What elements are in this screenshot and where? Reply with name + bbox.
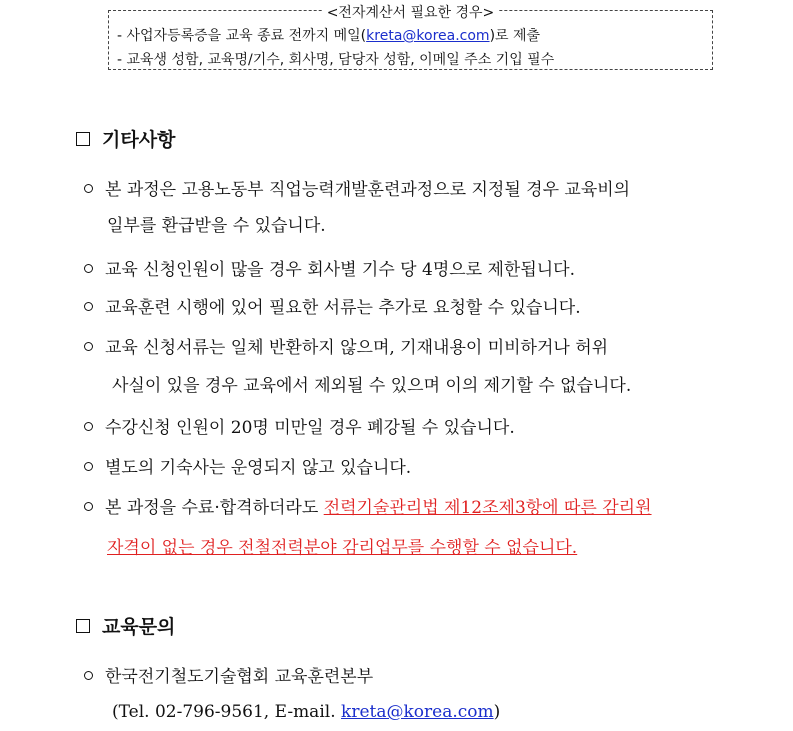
circle-bullet-icon <box>84 184 93 193</box>
circle-bullet-icon <box>84 502 93 511</box>
warning-text-cont: 자격이 없는 경우 전철전력분야 감리업무를 수행할 수 없습니다. <box>107 538 578 558</box>
warning-text: 전력기술관리법 제12조제3항에 따른 감리원 <box>323 498 652 518</box>
section-heading-other: 기타사항 <box>76 125 175 152</box>
circle-bullet-icon <box>84 264 93 273</box>
checkbox-square-icon <box>76 619 90 633</box>
list-item-no-return-cont: 사실이 있을 경우 교육에서 제외될 수 있으며 이의 제기할 수 없습니다. <box>112 376 632 396</box>
invoice-notice-box <box>108 5 713 70</box>
list-item-limit: 교육 신청인원이 많을 경우 회사별 기수 당 4명으로 제한됩니다. <box>84 255 575 280</box>
invoice-notice-title: <전자계산서 필요한 경우> <box>109 2 712 22</box>
contact-organization: 한국전기철도기술협회 교육훈련본부 <box>84 662 373 687</box>
list-item-dormitory: 별도의 기숙사는 운영되지 않고 있습니다. <box>84 453 411 478</box>
circle-bullet-icon <box>84 671 93 680</box>
invoice-notice-line-2: - 교육생 성함, 교육명/기수, 회사명, 담당자 성함, 이메일 주소 기입 필수 <box>117 52 555 68</box>
checkbox-square-icon <box>76 132 90 146</box>
contact-details: (Tel. 02-796-9561, E-mail. kreta@korea.com) <box>112 702 501 722</box>
circle-bullet-icon <box>84 422 93 431</box>
list-item-no-return: 교육 신청서류는 일체 반환하지 않으며, 기재내용이 미비하거나 허위 <box>84 333 608 358</box>
circle-bullet-icon <box>84 342 93 351</box>
list-item-refund-cont: 일부를 환급받을 수 있습니다. <box>107 216 326 236</box>
section-heading-contact: 교육문의 <box>76 612 175 639</box>
circle-bullet-icon <box>84 302 93 311</box>
list-item-qualification: 본 과정을 수료·합격하더라도 전력기술관리법 제12조제3항에 따른 감리원 <box>84 493 652 518</box>
list-item-refund: 본 과정은 고용노동부 직업능력개발훈련과정으로 지정될 경우 교육비의 <box>84 175 630 200</box>
list-item-cancel: 수강신청 인원이 20명 미만일 경우 폐강될 수 있습니다. <box>84 413 515 438</box>
contact-email-link[interactable]: kreta@korea.com <box>341 702 494 722</box>
list-item-documents: 교육훈련 시행에 있어 필요한 서류는 추가로 요청할 수 있습니다. <box>84 293 581 318</box>
invoice-notice-line-1: - 사업자등록증을 교육 종료 전까지 메일(kreta@korea.com)로 제출 <box>117 28 541 44</box>
list-item-qualification-cont <box>107 533 577 558</box>
invoice-email-link[interactable]: kreta@korea.com <box>366 28 490 44</box>
circle-bullet-icon <box>84 462 93 471</box>
